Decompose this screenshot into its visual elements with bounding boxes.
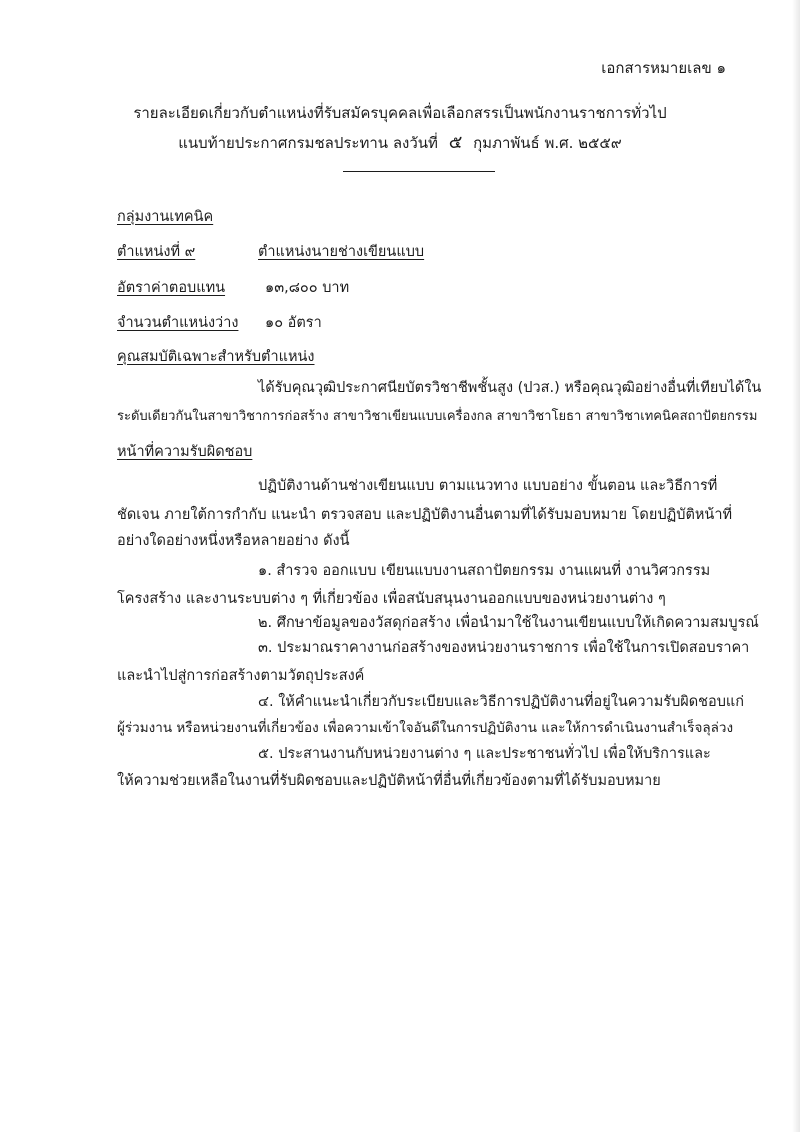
duty-item-4: ๔. ให้คำแนะนำเกี่ยวกับระเบียบและวิธีการปฏิบัติงานที่อยู่ในความรับผิดชอบแก่	[258, 694, 745, 710]
duties-heading: หน้าที่ความรับผิดชอบ	[117, 444, 253, 460]
duty-item-5: ๕. ประสานงานกับหน่วยงานต่าง ๆ และประชาชนทั่วไป เพื่อให้บริการและ	[258, 746, 711, 762]
qualifications-line: ได้รับคุณวุฒิประกาศนียบัตรวิชาชีพชั้นสูง (ปวส.) หรือคุณวุฒิอย่างอื่นที่เทียบได้ใน	[258, 380, 762, 396]
salary-label: อัตราค่าตอบแทน	[117, 280, 226, 296]
duty-item-5-continued: ให้ความช่วยเหลือในงานที่รับผิดชอบและปฏิบัติหน้าที่อื่นที่เกี่ยวข้องตามที่ได้รับมอบหมาย	[117, 773, 661, 789]
duty-item-3-continued: และนำไปสู่การก่อสร้างตามวัตถุประสงค์	[117, 668, 365, 684]
duties-intro-line: อย่างใดอย่างหนึ่งหรือหลายอย่าง ดังนี้	[117, 533, 350, 549]
duty-item-4-continued: ผู้ร่วมงาน หรือหน่วยงานที่เกี่ยวข้อง เพื่อความเข้าใจอันดีในการปฏิบัติงาน และให้การดำเนินงานสำเร็จลุล่วง	[117, 720, 734, 736]
subtitle-day: ๕	[448, 132, 463, 153]
qualifications-heading: คุณสมบัติเฉพาะสำหรับตำแหน่ง	[117, 349, 315, 365]
position-label: ตำแหน่งที่ ๙	[117, 244, 196, 260]
duty-item-3: ๓. ประมาณราคางานก่อสร้างของหน่วยงานราชการ เพื่อใช้ในการเปิดสอบราคา	[258, 640, 750, 656]
duty-item-2: ๒. ศึกษาข้อมูลของวัสดุก่อสร้าง เพื่อนำมาใช้ในงานเขียนแบบให้เกิดความสมบูรณ์	[258, 615, 759, 631]
vacancies-label: จำนวนตำแหน่งว่าง	[117, 315, 239, 331]
title-divider	[343, 171, 495, 172]
group-label: กลุ่มงานเทคนิค	[117, 209, 214, 225]
document-number: เอกสารหมายเลข ๑	[601, 59, 726, 77]
document-title: รายละเอียดเกี่ยวกับตำแหน่งที่รับสมัครบุคคลเพื่อเลือกสรรเป็นพนักงานราชการทั่วไป	[133, 104, 667, 122]
duty-item-1: ๑. สำรวจ ออกแบบ เขียนแบบงานสถาปัตยกรรม งานแผนที่ งานวิศวกรรม	[258, 563, 711, 579]
subtitle-prefix: แนบท้ายประกาศกรมชลประทาน ลงวันที่	[178, 134, 438, 152]
duty-item-1-continued: โครงสร้าง และงานระบบต่าง ๆ ที่เกี่ยวข้อง เพื่อสนับสนุนงานออกแบบของหน่วยงานต่าง ๆ	[117, 591, 666, 607]
duties-intro-line: ปฏิบัติงานด้านช่างเขียนแบบ ตามแนวทาง แบบอย่าง ขั้นตอน และวิธีการที่	[258, 478, 718, 494]
salary-value: ๑๓,๘๐๐ บาท	[265, 280, 350, 296]
position-value: ตำแหน่งนายช่างเขียนแบบ	[258, 244, 425, 260]
subtitle-month-year: กุมภาพันธ์ พ.ศ. ๒๕๕๙	[473, 134, 622, 152]
duties-intro-line: ชัดเจน ภายใต้การกำกับ แนะนำ ตรวจสอบ และปฏิบัติงานอื่นตามที่ได้รับมอบหมาย โดยปฏิบัติหน้าที่	[117, 507, 733, 523]
scan-edge-shadow	[792, 0, 800, 1132]
vacancies-value: ๑๐ อัตรา	[265, 315, 322, 331]
qualifications-line: ระดับเดียวกันในสาขาวิชาการก่อสร้าง สาขาวิชาเขียนแบบเครื่องกล สาขาวิชาโยธา สาขาวิชาเทคนิคสถาปัตยกรรม	[117, 409, 758, 424]
document-subtitle	[0, 133, 800, 153]
